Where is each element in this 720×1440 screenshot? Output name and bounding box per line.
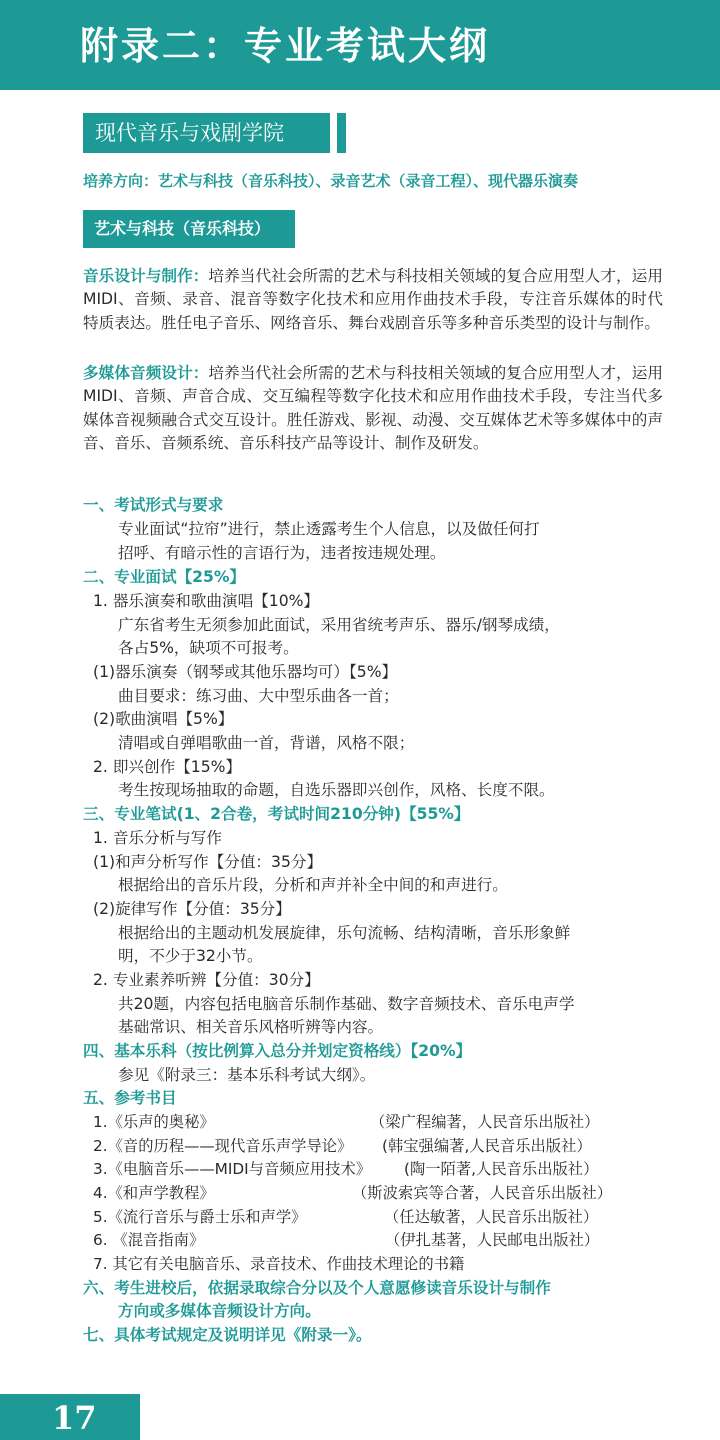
section-1-line-2: 招呼、有暗示性的言语行为，违者按违规处理。: [118, 544, 446, 562]
section-6-line-2: 方向或多媒体音频设计方向。: [118, 1302, 321, 1320]
section-3-sub-1-text: 根据给出的音乐片段，分析和声并补全中间的和声进行。: [118, 876, 508, 894]
section-3-sub-2: (2)旋律写作【分值：35分】: [93, 900, 291, 918]
section-4-text: 参见《附录三：基本乐科考试大纲》。: [118, 1066, 376, 1084]
section-2-item-1-line-1: 广东省考生无须参加此面试，采用省统考声乐、器乐/钢琴成绩，: [118, 616, 560, 634]
section-2-item-1: 1. 器乐演奏和歌曲演唱【10%】: [93, 592, 320, 610]
section-2-sub-2: (2)歌曲演唱【5%】: [93, 710, 234, 728]
intro-music-design-text: 培养当代社会所需的艺术与科技相关领域的复合应用型人才，运用MIDI、音频、录音、混音等数字化技术和应用作曲技术手段，专注音乐媒体的时代特质表达。胜任电子音乐、网络音乐、舞台戏剧音乐等多种音乐类型的设计与制作。: [83, 267, 663, 332]
intro-multimedia-label: 多媒体音频设计：: [83, 364, 209, 382]
section-2-heading: 二、专业面试【25%】: [83, 568, 246, 586]
book-publisher: （任达敏著，人民音乐出版社）: [384, 1208, 599, 1226]
section-2-item-2-text: 考生按现场抽取的命题，自选乐器即兴创作，风格、长度不限。: [118, 781, 555, 799]
section-2-item-1-line-2: 各占5%，缺项不可报考。: [118, 639, 299, 657]
book-title: 1.《乐声的奥秘》: [93, 1113, 215, 1131]
section-2-sub-2-text: 清唱或自弹唱歌曲一首，背谱，风格不限；: [118, 734, 415, 752]
book-publisher: （伊扎基著，人民邮电出版社）: [385, 1231, 600, 1249]
section-5-heading: 五、参考书目: [83, 1089, 177, 1107]
training-directions: 培养方向：艺术与科技（音乐科技）、录音艺术（录音工程）、现代器乐演奏: [83, 172, 579, 190]
section-3-sub-1: (1)和声分析写作【分值：35分】: [93, 853, 323, 871]
section-2-item-2: 2. 即兴创作【15%】: [93, 758, 242, 776]
book-title: 7. 其它有关电脑音乐、录音技术、作曲技术理论的书籍: [93, 1255, 465, 1273]
book-title: 2.《音的历程——现代音乐声学导论》: [93, 1137, 353, 1155]
section-3-item-2-line-1: 共20题，内容包括电脑音乐制作基础、数字音频技术、音乐电声学: [118, 995, 575, 1013]
section-1-heading: 一、考试形式与要求: [83, 496, 224, 514]
section-2-sub-1: (1)器乐演奏（钢琴或其他乐器均可）【5%】: [93, 663, 398, 681]
book-title: 6. 《混音指南》: [93, 1231, 205, 1249]
college-accent-bar: [337, 113, 346, 153]
book-publisher: （斯波索宾等合著，人民音乐出版社）: [352, 1184, 613, 1202]
section-3-item-2-line-2: 基础常识、相关音乐风格听辨等内容。: [118, 1018, 384, 1036]
page-title: 附录二：专业考试大纲: [80, 23, 491, 68]
intro-multimedia-text: 培养当代社会所需的艺术与科技相关领域的复合应用型人才，运用MIDI、音频、声音合成、交互编程等数字化技术和应用作曲技术手段，专注当代多媒体音视频融合式交互设计。胜任游戏、影视、动漫、交互媒体艺术等多媒体中的声音、音乐、音频系统、音乐科技产品等设计、制作及研发。: [83, 364, 663, 453]
section-6-line-1: 六、考生进校后，依据录取综合分以及个人意愿修读音乐设计与制作: [83, 1279, 551, 1297]
book-title: 3.《电脑音乐——MIDI与音频应用技术》: [93, 1160, 372, 1178]
book-title: 4.《和声学教程》: [93, 1184, 215, 1202]
book-publisher: (韩宝强编著,人民音乐出版社）: [382, 1137, 592, 1155]
page-number: 17: [52, 1399, 97, 1437]
major-label: 艺术与科技（音乐科技）: [83, 210, 295, 248]
section-1-line-1: 专业面试“拉帘”进行，禁止透露考生个人信息，以及做任何打: [118, 520, 540, 538]
section-2-sub-1-text: 曲目要求：练习曲、大中型乐曲各一首；: [118, 687, 399, 705]
section-3-item-1: 1. 音乐分析与写作: [93, 829, 222, 847]
section-3-item-2: 2. 专业素养听辨【分值：30分】: [93, 971, 320, 989]
section-3-heading: 三、专业笔试(1、2合卷，考试时间210分钟)【55%】: [83, 805, 470, 823]
intro-music-design-label: 音乐设计与制作：: [83, 267, 209, 285]
section-7-line: 七、具体考试规定及说明详见《附录一》。: [83, 1326, 372, 1344]
intro-multimedia: [83, 362, 663, 456]
section-3-sub-2-line-2: 明，不少于32小节。: [118, 947, 263, 965]
section-3-sub-2-line-1: 根据给出的主题动机发展旋律，乐句流畅、结构清晰，音乐形象鲜: [118, 924, 571, 942]
book-publisher: (陶一陌著,人民音乐出版社）: [404, 1160, 599, 1178]
college-label: 现代音乐与戏剧学院: [83, 113, 330, 153]
intro-music-design: [83, 265, 663, 335]
book-title: 5.《流行音乐与爵士乐和声学》: [93, 1208, 307, 1226]
book-publisher: （梁广程编著，人民音乐出版社）: [370, 1113, 600, 1131]
section-4-heading: 四、基本乐科（按比例算入总分并划定资格线）【20%】: [83, 1042, 472, 1060]
